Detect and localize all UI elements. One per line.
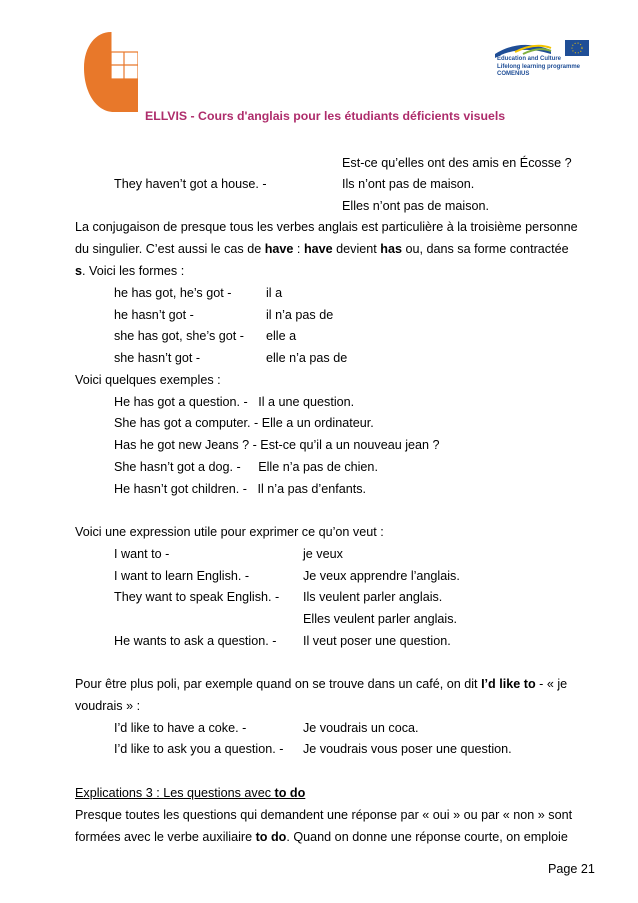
want-fr: Ils veulent parler anglais. — [303, 590, 443, 604]
examples-intro: Voici quelques exemples : — [75, 373, 221, 387]
want-intro: Voici une expression utile pour exprimer ce qu’on veut : — [75, 525, 384, 539]
form-en: she has got, she’s got - — [114, 329, 244, 343]
form-fr: il n’a pas de — [266, 308, 334, 322]
form-fr: elle a — [266, 329, 297, 343]
page-number: Page 21 — [548, 862, 595, 876]
eu-programme-text: Education and Culture Lifelong learning programme COMENIUS — [497, 56, 581, 77]
polite-en: I’d like to have a coke. - — [114, 721, 247, 735]
form-fr: il a — [266, 286, 283, 300]
example-fr: Est-ce qu’elles ont des amis en Écosse ? — [342, 156, 572, 170]
polite-fr: Je voudrais vous poser une question. — [303, 742, 512, 756]
form-en: she hasn’t got - — [114, 351, 201, 365]
want-en: I want to learn English. - — [114, 569, 250, 583]
ellvis-logo — [84, 32, 138, 112]
want-fr: je veux — [303, 547, 343, 561]
polite-line: voudrais » : — [75, 699, 141, 713]
want-fr: Elles veulent parler anglais. — [303, 612, 458, 626]
polite-line: Pour être plus poli, par exemple quand on se trouve dans un café, on dit I’d like to - « je — [75, 677, 568, 691]
example-line: She has got a computer. - Elle a un ordinateur. — [114, 416, 374, 430]
want-en: He wants to ask a question. - — [114, 634, 277, 648]
header-title: ELLVIS - Cours d'anglais pour les étudiants déficients visuels — [145, 109, 506, 123]
paragraph-line: La conjugaison de presque tous les verbes anglais est particulière à la troisième personne — [75, 220, 578, 234]
want-en: I want to - — [114, 547, 170, 561]
example-fr: Elles n’ont pas de maison. — [342, 199, 490, 213]
example-en: They haven’t got a house. - — [114, 177, 267, 191]
section-heading: Explications 3 : Les questions avec to do — [75, 786, 306, 800]
polite-fr: Je voudrais un coca. — [303, 721, 419, 735]
example-fr: Ils n’ont pas de maison. — [342, 177, 475, 191]
example-line: She hasn’t got a dog. - Elle n’a pas de chien. — [114, 460, 378, 474]
example-line: He has got a question. - Il a une question. — [114, 395, 355, 409]
example-line: Has he got new Jeans ? - Est-ce qu’il a un nouveau jean ? — [114, 438, 440, 452]
form-en: he has got, he’s got - — [114, 286, 232, 300]
polite-en: I’d like to ask you a question. - — [114, 742, 284, 756]
want-en: They want to speak English. - — [114, 590, 280, 604]
paragraph-line: s. Voici les formes : — [75, 264, 185, 278]
example-line: He hasn’t got children. - Il n’a pas d’enfants. — [114, 482, 367, 496]
form-fr: elle n’a pas de — [266, 351, 348, 365]
want-fr: Il veut poser une question. — [303, 634, 451, 648]
paragraph-line: du singulier. C’est aussi le cas de have : have devient has ou, dans sa forme contractée — [75, 242, 569, 256]
section-line: Presque toutes les questions qui demandent une réponse par « oui » ou par « non » sont — [75, 808, 573, 822]
want-fr: Je veux apprendre l’anglais. — [303, 569, 460, 583]
form-en: he hasn’t got - — [114, 308, 194, 322]
section-line: formées avec le verbe auxiliaire to do. Quand on donne une réponse courte, on emploie — [75, 830, 568, 844]
